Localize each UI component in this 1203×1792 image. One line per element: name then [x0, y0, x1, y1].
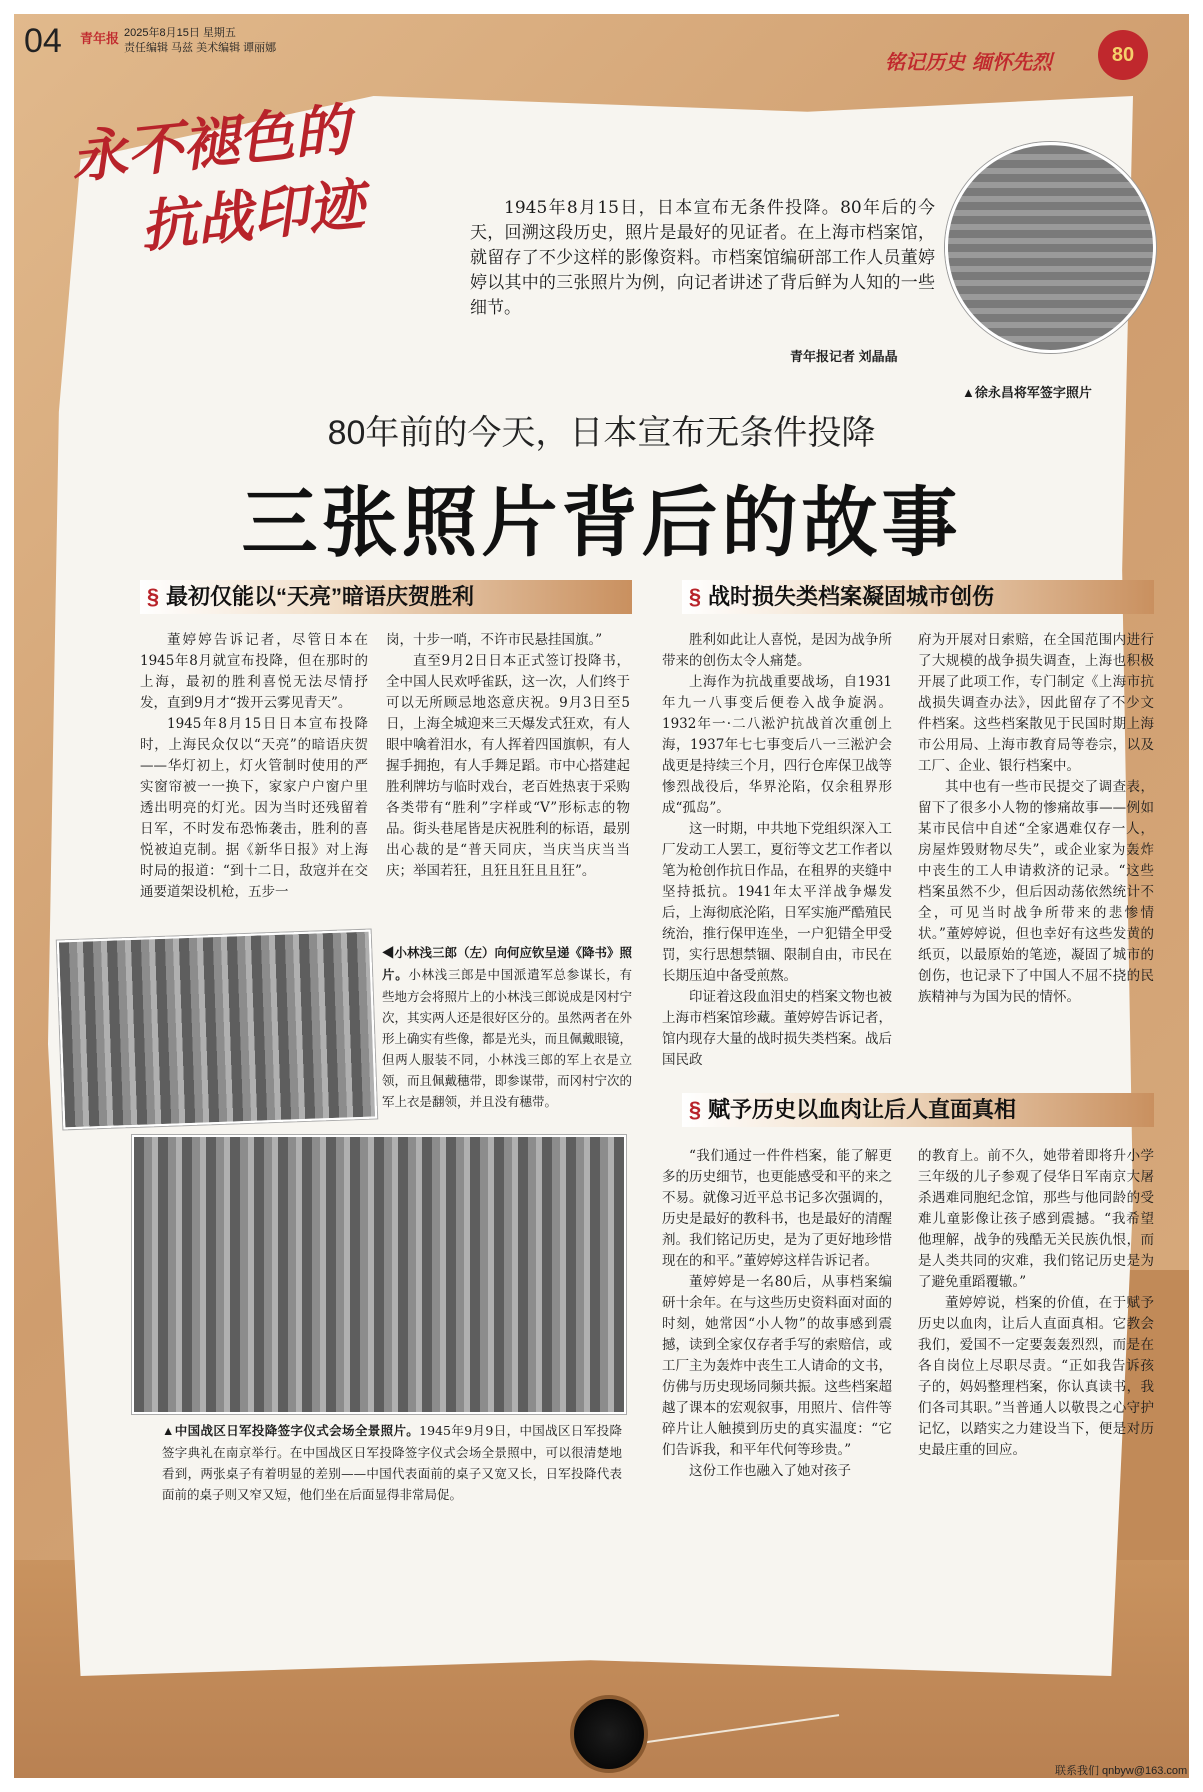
paragraph: 上海作为抗战重要战场，自1931年九一八事变后便卷入战争旋涡。1932年一·二八淞沪抗战首次重创上海，1937年七七事变后八一三淞沪会战更是持续三个月，四行仓库保卫战等惨烈战役后，华界沦陷，仅余租界形成“孤岛”。 — [662, 674, 892, 816]
feature-title-line1: 永不褪色的 — [67, 96, 354, 192]
section3-heading — [682, 1093, 1154, 1127]
paperclip-icon: § — [146, 584, 160, 609]
surrender-document-photo — [57, 930, 377, 1130]
lede-paragraph: 1945年8月15日，日本宣布无条件投降。80年后的今天，回溯这段历史，照片是最好的见证者。在上海市档案馆，就留存了不少这样的影像资料。市档案馆编研部工作人员董婷婷以其中的三张照片为例，向记者讲述了背后鲜为人知的一些细节。 — [470, 198, 935, 318]
section2-col-b — [918, 630, 1154, 1008]
paragraph: 直至9月2日日本正式签订投降书，全中国人民欢呼雀跃，这一次，人们终于可以无所顾忌地恣意庆祝。9月3日至5日，上海全城迎来三天爆发式狂欢，有人眼中噙着泪水，有人挥着四国旗帜，有人握手拥抱，有人手舞足蹈。市中心搭建起胜利牌坊与临时戏台，老百姓热衷于采购各类带有“胜利”字样或“V”形标志的物品。街头巷尾皆是庆祝胜利的标语，最别出心裁的是“普天同庆，当庆当庆当当庆；举国若狂，且狂且狂且且狂”。 — [386, 653, 630, 879]
paragraph: 府为开展对日索赔，在全国范围内进行了大规模的战争损失调查，上海也积极开展了此项工作，专门制定《上海市抗战损失调查办法》，因此留存了不少文件档案。这些档案散见于民国时期上海市公用局、上海市教育局等卷宗，以及工厂、企业、银行档案中。 — [918, 632, 1154, 774]
headline: 三张照片背后的故事 — [241, 481, 962, 566]
photo2-caption-title: ▲中国战区日军投降签字仪式会场全景照片。 — [162, 1424, 420, 1438]
paperclip-icon: § — [688, 584, 702, 609]
page-number: 04 — [24, 22, 62, 60]
anniversary-badge-icon: 80 — [1098, 30, 1148, 80]
section3-title: 赋予历史以血肉让后人直面真相 — [708, 1097, 1017, 1122]
signing-photo-circle — [945, 142, 1156, 353]
section2-col-a — [662, 630, 892, 1071]
paragraph: 董婷婷说，档案的价值，在于赋予历史以血肉，让后人直面真相。它教会我们，爱国不一定要轰轰烈烈，而是在各自岗位上尽职尽责。“正如我告诉孩子的，妈妈整理档案，你认真读书，我们各司其职。”当普通人以敬畏之心守护记忆，以踏实之力建设当下，便是对历史最庄重的回应。 — [918, 1295, 1154, 1458]
photo2-caption — [162, 1420, 622, 1505]
section3-col-b — [918, 1146, 1154, 1461]
paragraph: 印证着这段血泪史的档案文物也被上海市档案馆珍藏。董婷婷告诉记者，馆内现存大量的战时损失类档案。战后国民政 — [662, 989, 892, 1068]
byline: 青年报记者 刘晶晶 — [790, 349, 898, 364]
section1-heading — [140, 580, 632, 614]
paragraph: 董婷婷是一名80后，从事档案编研十余年。在与这些历史资料面对面的时刻，她常因“小人物”的故事感到震撼，读到全家仅存者手写的索赔信，或工厂主为轰炸中丧生工人请命的文书，仿佛与历史现场同频共振。这些档案超越了课本的宏观叙事，用照片、信件等碎片让人触摸到历史的真实温度：“它们告诉我，和平年代何等珍贵。” — [662, 1274, 892, 1458]
paragraph: 岗，十步一哨，不许市民悬挂国旗。” — [386, 632, 603, 648]
paragraph: 胜利如此让人喜悦，是因为战争所带来的创伤太令人痛楚。 — [662, 632, 892, 669]
photo2-caption-body: 1945年9月9日，中国战区日军投降签字典礼在南京举行。在中国战区日军投降签字仪式会场全景照中，可以很清楚地看到，两张桌子有着明显的差别——中国代表面前的桌子又宽又长，日军投降代表面前的桌子则又窄又短，他们坐在后面显得非常局促。 — [162, 1423, 622, 1502]
circle-photo-caption: ▲徐永昌将军签字照片 — [962, 385, 1092, 400]
paragraph: 这一时期，中共地下党组织深入工厂发动工人罢工，夏衍等文艺工作者以笔为枪创作抗日作品，在租界的夹缝中坚持抵抗。1941年太平洋战争爆发后，上海彻底沦陷，日军实施严酷殖民统治，推行保甲连坐，一户犯错全甲受罚，实行思想禁锢、限制自由，市民在长期压迫中备受煎熬。 — [662, 821, 892, 984]
contact-footer: 联系我们 qnbyw@163.com — [1055, 1765, 1188, 1777]
newspaper-logo: 青年报 — [80, 32, 120, 47]
section1-col-b — [386, 630, 630, 882]
paragraph: 这份工作也融入了她对孩子 — [689, 1463, 851, 1479]
paragraph: 的教育上。前不久，她带着即将升小学三年级的儿子参观了侵华日军南京大屠杀遇难同胞纪念馆，那些与他同龄的受难儿童影像让孩子感到震撼。“我希望他理解，战争的残酷无关民族仇恨，而是人类共同的灾难，我们铭记历史是为了避免重蹈覆辙。” — [918, 1148, 1154, 1290]
section1-title: 最初仅能以“天亮”暗语庆贺胜利 — [166, 584, 475, 609]
paragraph: “我们通过一件件档案，能了解更多的历史细节，也更能感受和平的来之不易。就像习近平总书记多次强调的，历史是最好的教科书，也是最好的清醒剂。我们铭记历史，是为了更好地珍惜现在的和平。”董婷婷这样告诉记者。 — [662, 1148, 892, 1269]
paperclip-icon: § — [688, 1097, 702, 1122]
photo1-caption — [382, 942, 632, 1112]
photo1-caption-title: ◀小林浅三郎（左）向何应钦呈递《降书》照片。 — [382, 946, 633, 982]
section1-col-a — [140, 630, 368, 903]
ceremony-panorama-photo — [132, 1135, 626, 1414]
photo1-caption-body: 小林浅三郎是中国派遣军总参谋长，有些地方会将照片上的小林浅三郎说成是冈村宁次，其实两人还是很好区分的。虽然两者在外形上确实有些像，都是光头，而且佩戴眼镜，但两人服装不同，小林浅三郎的军上衣是立领，而且佩戴穗带，即参谋带，而冈村宁次的军上衣是翻领，并且没有穗带。 — [382, 967, 633, 1109]
column-slogan: 铭记历史 缅怀先烈 — [885, 50, 1052, 74]
date-line: 2025年8月15日 星期五 — [124, 27, 236, 39]
envelope-button-icon — [570, 1695, 648, 1773]
section3-col-a — [662, 1146, 892, 1482]
subheadline: 80年前的今天，日本宣布无条件投降 — [327, 414, 876, 452]
section2-heading — [682, 580, 1154, 614]
section2-title: 战时损失类档案凝固城市创伤 — [708, 584, 995, 609]
paragraph: 董婷婷告诉记者，尽管日本在1945年8月就宣布投降，但在那时的上海，最初的胜利喜悦无法尽情抒发，直到9月才“拨开云雾见青天”。 — [140, 632, 368, 711]
paragraph: 1945年8月15日日本宣布投降时，上海民众仅以“天亮”的暗语庆贺——华灯初上，灯火管制时使用的严实窗帘被一一换下，家家户户窗户里透出明亮的灯光。因为当时还残留着日军，不时发布恐怖袭击，胜利的喜悦被迫克制。据《新华日报》对上海时局的报道：“到十二日，敌寇并在交通要道架设机枪，五步一 — [140, 716, 368, 900]
editor-line: 责任编辑 马兹 美术编辑 谭丽娜 — [124, 42, 277, 54]
header-meta — [124, 26, 276, 56]
feature-title-line2: 抗战印迹 — [137, 171, 368, 261]
paragraph: 其中也有一些市民提交了调查表，留下了很多小人物的惨痛故事——例如某市民信中自述“全家遇难仅存一人，房屋炸毁财物尽失”，或企业家为轰炸中丧生的工人申请救济的记录。“这些档案虽然不少，但后因动荡依然统计不全，可见当时战争所带来的悲惨情状。”董婷婷说，但也幸好有这些发黄的纸页，以最原始的笔迹，凝固了城市的创伤，也记录下了中国人不屈不挠的民族精神与为国为民的情怀。 — [918, 779, 1154, 1005]
